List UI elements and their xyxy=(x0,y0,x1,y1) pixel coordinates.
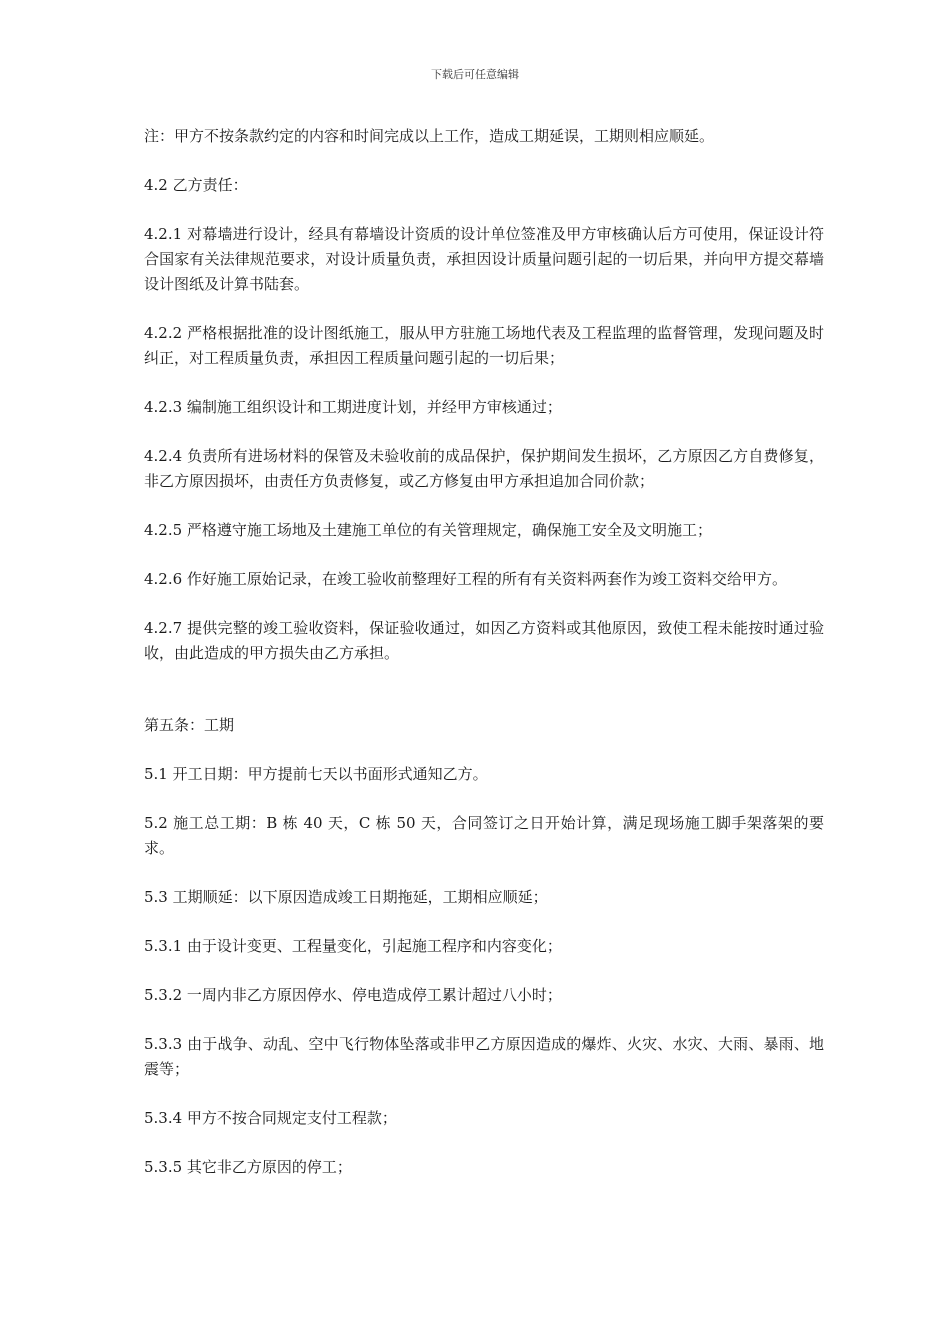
clause-5-2: 5.2 施工总工期：B 栋 40 天，C 栋 50 天，合同签订之日开始计算，满足现场施工脚手架落架的要求。 xyxy=(144,814,824,857)
section-heading-4-2: 4.2 乙方责任： xyxy=(144,176,248,194)
clause-4-2-5: 4.2.5 严格遵守施工场地及土建施工单位的有关管理规定，确保施工安全及文明施工； xyxy=(144,521,712,539)
clause-5-3-2: 5.3.2 一周内非乙方原因停水、停电造成停工累计超过八小时； xyxy=(144,986,562,1004)
clause-4-2-3: 4.2.3 编制施工组织设计和工期进度计划，并经甲方审核通过； xyxy=(144,398,562,416)
page-header: 下载后可任意编辑 xyxy=(431,68,519,81)
clause-4-2-2: 4.2.2 严格根据批准的设计图纸施工，服从甲方驻施工场地代表及工程监理的监督管理，发现问题及时纠正，对工程质量负责，承担因工程质量问题引起的一切后果； xyxy=(144,324,824,367)
clause-5-1: 5.1 开工日期：甲方提前七天以书面形式通知乙方。 xyxy=(144,765,488,783)
clause-5-3-4: 5.3.4 甲方不按合同规定支付工程款； xyxy=(144,1109,397,1127)
document-body xyxy=(144,124,824,1204)
clause-4-2-1: 4.2.1 对幕墙进行设计，经具有幕墙设计资质的设计单位签准及甲方审核确认后方可使用，保证设计符合国家有关法律规范要求，对设计质量负责，承担因设计质量问题引起的一切后果，并向甲方提交幕墙设计图纸及计算书陆套。 xyxy=(144,225,824,293)
clause-5-3-5: 5.3.5 其它非乙方原因的停工； xyxy=(144,1158,352,1176)
note-paragraph: 注：甲方不按条款约定的内容和时间完成以上工作，造成工期延误，工期则相应顺延。 xyxy=(144,127,715,145)
clause-5-3: 5.3 工期顺延：以下原因造成竣工日期拖延，工期相应顺延； xyxy=(144,888,548,906)
article-5-heading: 第五条：工期 xyxy=(144,716,235,734)
clause-4-2-4: 4.2.4 负责所有进场材料的保管及未验收前的成品保护，保护期间发生损坏，乙方原因乙方自费修复，非乙方原因损坏，由责任方负责修复，或乙方修复由甲方承担追加合同价款； xyxy=(144,447,824,490)
clause-5-3-3: 5.3.3 由于战争、动乱、空中飞行物体坠落或非甲乙方原因造成的爆炸、火灾、水灾、大雨、暴雨、地震等； xyxy=(144,1035,824,1078)
clause-5-3-1: 5.3.1 由于设计变更、工程量变化，引起施工程序和内容变化； xyxy=(144,937,562,955)
clause-4-2-6: 4.2.6 作好施工原始记录，在竣工验收前整理好工程的所有有关资料两套作为竣工资料交给甲方。 xyxy=(144,570,787,588)
clause-4-2-7: 4.2.7 提供完整的竣工验收资料，保证验收通过，如因乙方资料或其他原因，致使工程未能按时通过验收，由此造成的甲方损失由乙方承担。 xyxy=(144,619,824,662)
